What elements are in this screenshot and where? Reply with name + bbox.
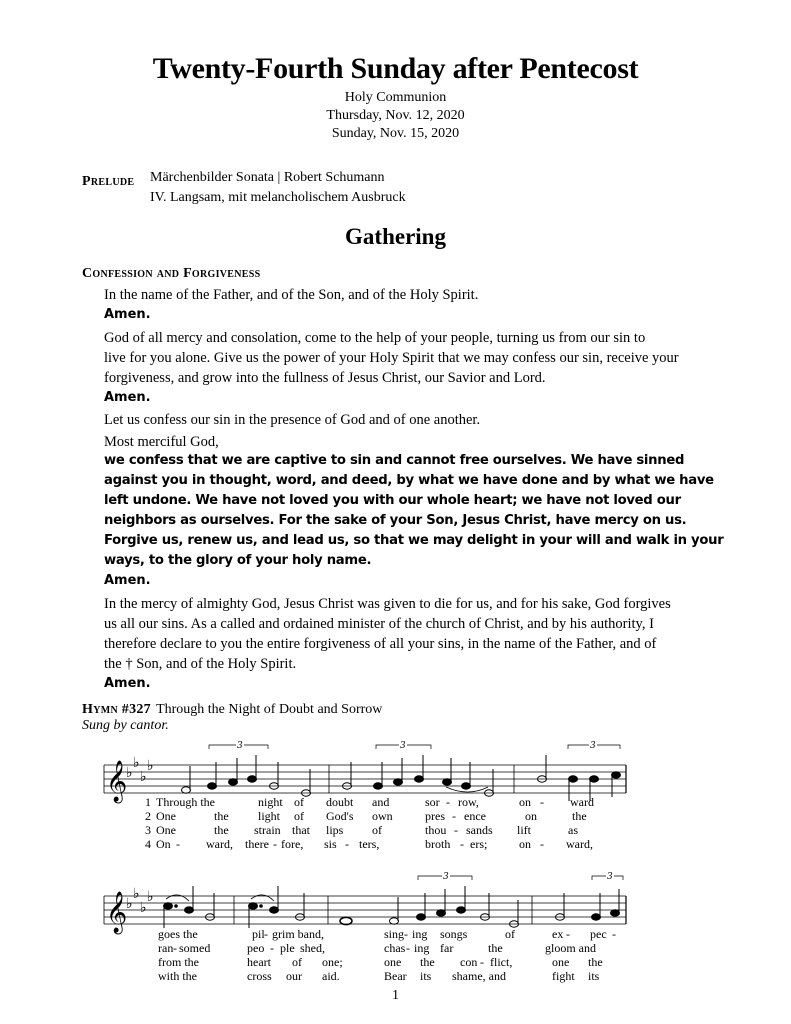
verse-row-1: goes the pil - grim band, sing - ing songs of ex - pec - [158,927,616,941]
triplet-mark: 3 [400,741,406,751]
absolution-l1: In the mercy of almighty God, Jesus Christ was given to die for us, and for his sake, God forgives [104,596,671,612]
svg-text:♭: ♭ [147,758,154,774]
confession-line-4: neighbors as ourselves. For the sake of your Son, Jesus Christ, have mercy on us. [104,513,687,528]
treble-clef-icon: 𝄞 [106,761,128,802]
verse-row-3: from the heart of one; one the con - flict, one the [158,955,603,969]
key-signature [126,886,154,916]
confession-line-2: against you in thought, word, and deed, by what we have done and by what we have [104,473,714,488]
section-heading-gathering: Gathering [345,224,446,249]
hymn-note: Sung by cantor. [82,718,169,733]
verse-row-1: 1 Through the night of doubt and sor - row, on - ward [145,795,594,809]
absolution-l4: the † Son, and of the Holy Spirit. [104,656,297,672]
amen-response: Amen. [104,307,151,322]
svg-text:♭: ♭ [126,896,133,912]
absolution-l2: us all our sins. As a called and ordained minister of the church of Christ, and by his authority, I [104,616,654,632]
prayer-text-l3: forgiveness, and grow into the fullness of Jesus Christ, our Savior and Lord. [104,370,546,386]
confession-line-3: left undone. We have not loved you with our whole heart; we have not loved our [104,493,681,508]
verse-row-3: 3 One the strain that lips of thou - sands lift as [145,823,578,837]
confession-line-5: Forgive us, renew us, and lead us, so that we may delight in your will and walk in your [104,533,724,548]
svg-text:♭: ♭ [147,889,154,905]
svg-text:♭: ♭ [140,900,147,916]
treble-clef-icon: 𝄞 [106,892,128,933]
amen-response: Amen. [104,676,151,691]
service-name: Holy Communion [344,90,447,105]
amen-response: Amen. [104,390,151,405]
prelude-line-1: Märchenbilder Sonata | Robert Schumann [150,170,385,185]
svg-text:♭: ♭ [126,765,133,781]
invitation-text: Let us confess our sin in the presence of God and of one another. [104,412,481,428]
amen-response: Amen. [104,573,151,588]
triplet-mark: 3 [590,741,596,751]
triplet-mark: 3 [237,741,243,751]
svg-text:♭: ♭ [133,886,140,902]
prayer-text-l1: God of all mercy and consolation, come to the help of your people, turning us from our sin to [104,330,646,346]
triplet-mark: 3 [607,872,613,882]
prelude-section [82,170,134,190]
prelude-label: Prelude [82,174,135,189]
triplet-mark: 3 [443,872,449,882]
verse-row-4: with the cross our aid. Bear its shame, and fight its [158,969,600,983]
prayer-opening: Most merciful God, [104,434,219,450]
verse-row-4: 4 On - ward, there - fore, sis - ters, broth - ers; on - ward, [145,837,593,851]
confession-line-6: ways, to the glory of your holy name. [104,553,372,568]
absolution-l3: therefore declare to you the entire forgiveness of all your sins, in the name of the Father, and of [104,636,657,652]
svg-text:♭: ♭ [140,769,147,785]
confession-line-1: we confess that we are captive to sin and cannot free ourselves. We have sinned [104,453,685,468]
hymn-title: Through the Night of Doubt and Sorrow [156,702,383,717]
svg-text:♭: ♭ [133,755,140,771]
prelude-line-2: IV. Langsam, mit melancholischem Ausbruck [150,190,406,205]
verse-row-2: ran - somed peo - ple shed, chas - ing far the gloom and [158,941,596,955]
confession-heading: Confession and Forgiveness [82,266,261,281]
prayer-text-l2: live for you alone. Give us the power of your Holy Spirit that we may confess our sin, receive your [104,350,679,366]
page-title: Twenty-Fourth Sunday after Pentecost [152,52,639,85]
service-date-1: Thursday, Nov. 12, 2020 [326,108,465,123]
key-signature [126,755,154,785]
hymn-number: Hymn #327 [82,702,151,717]
invocation-text: In the name of the Father, and of the Son, and of the Holy Spirit. [104,287,479,303]
verse-row-2: 2 One the light of God's own pres - ence on the [145,809,587,823]
service-date-2: Sunday, Nov. 15, 2020 [331,126,460,141]
page-number: 1 [392,988,399,1003]
